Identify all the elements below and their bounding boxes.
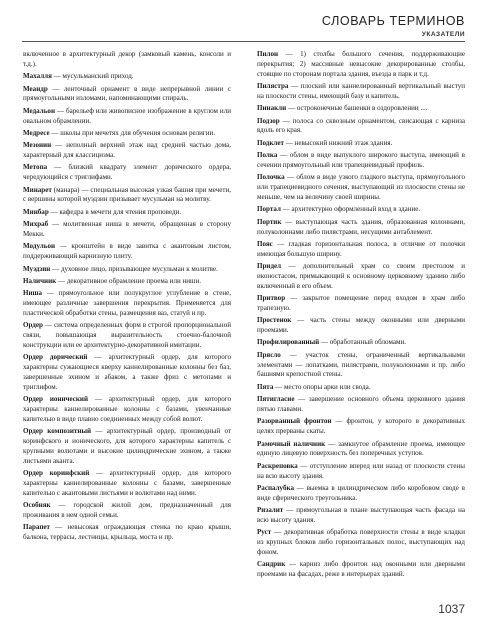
glossary-definition: — закрытое помещение перед входом в храм либо трапезную. [257,294,465,312]
glossary-definition: — прямоугольная в плане выступающая часть фасада на всю высоту здания. [257,506,465,524]
glossary-term: Пояс [257,239,273,248]
glossary-definition: — полоса со сквозным орнаментом, свисающая с карниза вдоль его края. [257,116,465,135]
glossary-definition: — невысокий нижний этаж здания. [283,138,393,147]
glossary-definition: — место опоры арки или свода. [273,382,371,391]
glossary-entry [23,141,231,161]
glossary-term: Разорванный фронтон [257,417,332,426]
glossary-definition: — завершение основного объема церковного здания пятью главами. [257,395,465,413]
glossary-entry [257,262,465,292]
glossary-term: Портик [257,217,282,226]
glossary-definition: — кафедра в мечети для чтения проповеди. [48,207,182,216]
glossary-term: Пятигласие [257,395,295,404]
glossary-definition: — система определенных форм в строгой пропорциональной связи, повышающая выразительность стоечно-балочной конструкции или ее архитектурно-декоративной имитации. [23,321,231,349]
glossary-term: Распалубка [257,483,294,492]
glossary-term: Особняк [23,501,51,510]
glossary-definition: — обработанный обломами. [319,338,406,347]
glossary-definition: — городской жилой дом, предназначенный для проживания в нем одной семьи. [23,501,231,519]
glossary-term: Наличник [23,276,57,285]
glossary-entry [257,417,465,437]
glossary-entry [257,440,465,460]
glossary-term: Медальон [23,106,56,115]
glossary-term: Подклет [257,138,284,147]
left-column [23,50,231,545]
glossary-entry [257,205,465,215]
glossary-term: Сандрик [257,560,286,569]
glossary-definition: — выступающая часть здания, образованная колоннами, полуколоннами либо пилястрами, несущими антаблемент. [257,217,465,236]
glossary-definition: — дополнительный храм со своим престолом и иконостасом, примыкающий к основному церковному зданию либо включенный в его объем. [257,262,465,290]
glossary-entry [23,220,231,240]
glossary-entry [257,351,465,381]
glossary-entry [23,208,231,218]
glossary-definition: — участок стены, ограниченный вертикальными элементами — лопатками, пилястрами, полуколоннами и пр. либо башнями крепостной стены. [257,350,465,379]
glossary-entry [23,129,231,139]
glossary-entry [23,523,231,543]
glossary-definition: — духовное лицо, призывающее мусульман к молитве. [50,264,218,273]
header-rule [22,41,465,42]
glossary-definition: — кронштейн в виде завитка с акантовым листом, поддерживающий карнизную плиту. [23,242,231,261]
running-header-title: СЛОВАРЬ ТЕРМИНОВ [321,14,465,28]
glossary-definition: — плоский или каннелированный вертикальный выступ на плоскости стены, имеющий базу и капитель. [257,82,465,100]
glossary-term: Ниша [23,289,43,298]
glossary-definition: — декоративная обработка поверхности стены в виде кладки из крупных блоков либо горизонтальных полос, выступающих над фоном. [257,528,465,556]
glossary-term: Пята [257,382,274,391]
glossary-entry [257,462,465,482]
glossary-definition: — архитектурно оформленный вход в здание. [280,205,421,214]
glossary-definition: включенное в архитектурный декор (замковый камень, консоли и т.д.). [23,50,231,68]
glossary-definition: — фронтон, у которого в декоративных целях прерваны скаты. [257,417,465,436]
glossary-entry [257,528,465,558]
glossary-entry [257,484,465,504]
glossary-term: Портал [257,205,281,214]
glossary-definition: — мусульманский приход. [51,72,134,81]
glossary-term: Минбар [23,207,49,216]
glossary-definition: — прямоугольное или полукруглое углубление в стене, имеющее различные завершения перекрытия. Применяется для пластической обработки стены, размещения ваз, статуй и пр. [23,289,231,317]
glossary-entry [23,72,231,82]
glossary-entry [23,427,231,466]
glossary-entry [23,395,231,425]
glossary-definition: — замкнутое обрамление проема, имеющее единую лицевую поверхность без поперечных уступов. [257,439,465,458]
glossary-entry [257,338,465,348]
glossary-term: Метопа [23,163,48,172]
glossary-definition: — неполный верхний этаж над средней частью дома, характерный для классицизма. [23,141,231,160]
glossary-entry [23,277,231,287]
glossary-term: Придел [257,262,282,271]
glossary-definition: — 1) столбы большого сечения, поддерживающие перекрытия; 2) массивные невысокие декорированные столбы, стоящие по сторонам портала здания, въезда в парк и т.д. [257,50,465,78]
glossary-entry [23,107,231,127]
glossary-entry [257,218,465,238]
glossary-term: Прясло [257,350,281,359]
glossary-definition: — выемка в цилиндрическом либо коробовом своде в виде сферического треугольника. [257,483,465,502]
glossary-term: Раскреповка [257,461,298,470]
glossary-entry [257,173,465,203]
glossary-term: Профилированный [257,338,320,347]
page-number: 1037 [438,602,465,616]
glossary-definition: — невысокая ограждающая стенка по краю крыши, балкона, террасы, лестницы, крыльца, моста и пр. [23,523,231,542]
glossary-entry [257,506,465,526]
glossary-entry [23,265,231,275]
glossary-entry [23,469,231,499]
glossary-entry [257,294,465,314]
glossary-entry [257,50,465,80]
glossary-entry [257,240,465,260]
glossary-term: Ордер [23,321,43,330]
glossary-entry [23,321,231,351]
glossary-term: Пинакли [257,104,287,113]
glossary-definition: — барельеф или живописное изображение в круглом или овальном обрамлении. [23,106,231,125]
glossary-term: Ордер коринфский [23,469,90,478]
glossary-definition: — архитектурный ордер, производный от коринфского и ионического, для которого характерны капитель с крупными волютами и высокие цилиндрические эхином, а также листьями аканта. [23,427,231,465]
glossary-term: Парапет [23,523,51,532]
glossary-term: Руст [257,528,272,537]
glossary-term: Подзор [257,116,280,125]
glossary-definition: — декоративное обрамление проема или ниши. [56,276,201,285]
glossary-term: Медресе [23,128,50,137]
glossary-definition: (манара) — специальная высокая узкая башня при мечети, с вершины которой муэдзин призывает мусульман на молитву. [23,185,231,204]
glossary-entry [257,383,465,393]
glossary-entry [23,353,231,392]
glossary-entry [257,82,465,102]
glossary-term: Минарет [23,185,52,194]
glossary-definition: — отступление вперед или назад от плоскости стены на всю высоту здания. [257,461,465,480]
glossary-entry [23,186,231,206]
glossary-entry [23,242,231,262]
glossary-term: Ордер дорический [23,353,88,362]
glossary-entry [23,501,231,521]
glossary-definition: — гладкая горизонтальная полоса, в отличие от полочки имеющая большую ширину. [257,239,465,258]
glossary-definition: — близкий квадрату элемент дорического ордера, чередующийся с триглифами. [23,163,231,182]
glossary-term: Ордер ионический [23,395,89,404]
glossary-entry [23,163,231,183]
glossary-entry [257,560,465,580]
glossary-term: Полочка [257,173,285,182]
glossary-definition: — часть стены между оконными или дверными проемами. [257,316,465,335]
glossary-term: Притвор [257,294,286,303]
glossary-entry [257,395,465,415]
glossary-entry [257,104,465,114]
glossary-definition: — карниз либо фронтон над оконными или дверными проемами на фасадах, реже в интерьерах зданий. [257,560,465,579]
glossary-entry [257,139,465,149]
glossary-entry [23,289,231,319]
glossary-term: Ордер композитный [23,427,92,436]
glossary-term: Пилястра [257,82,289,91]
glossary-definition: — облом в виде узкого гладкого выступа, прямоугольного или трапециевидного сечения, выступающий из плоскости стены не меньше, чем на величину своей ширины. [257,173,465,201]
glossary-term: Пилон [257,50,279,58]
glossary-term: Муэдзин [23,264,51,273]
glossary-definition: — молитвенная ниша в мечети, обращенная в сторону Мекки. [23,220,231,238]
glossary-term: Махалля [23,72,52,81]
glossary-term: Михраб [23,220,49,229]
glossary-definition: — ленточный орнамент в виде непрерывной линии с прямоугольными изломами, напоминающими спираль. [23,84,231,103]
glossary-definition: — школы при мечетях для обучения основам религии. [49,128,216,137]
glossary-entry [23,85,231,105]
glossary-term: Простенок [257,316,292,325]
glossary-entry [257,151,465,171]
glossary-term: Модульон [23,242,56,251]
glossary-entry [257,117,465,137]
glossary-term: Рамочный наличник [257,439,326,448]
glossary-entry [257,316,465,336]
glossary-definition: — остроконечные башенки в оздоровлении .... [286,104,428,113]
running-header-subtitle: УКАЗАТЕЛИ [421,31,465,38]
glossary-definition: — облом в виде выпуклого широкого выступа, имеющий в сечении прямоугольный или трапециевидный профиль. [257,151,465,169]
glossary-definition: — архитектурный ордер, для которого характерны каннелированные колонны с базами, увенчанные капителью в виде плавно соединенных между собой волют. [23,395,231,423]
glossary-term: Меандр [23,84,48,93]
glossary-definition: — архитектурный ордер, для которого характерны каннелированные колонны с базами, завершенные капителью с акантовыми листьями и волютами над ними. [23,469,231,497]
glossary-entry [23,50,231,70]
glossary-definition: — архитектурный ордер, для которого характерны сужающиеся кверху каннелированные колонны без баз, завершенные эхином и абаком, а также фриз с метопами и триглифом. [23,353,231,391]
glossary-term: Полка [257,151,278,160]
right-column [257,50,465,583]
glossary-term: Мезонин [23,141,52,150]
glossary-term: Ризалит [257,506,284,515]
